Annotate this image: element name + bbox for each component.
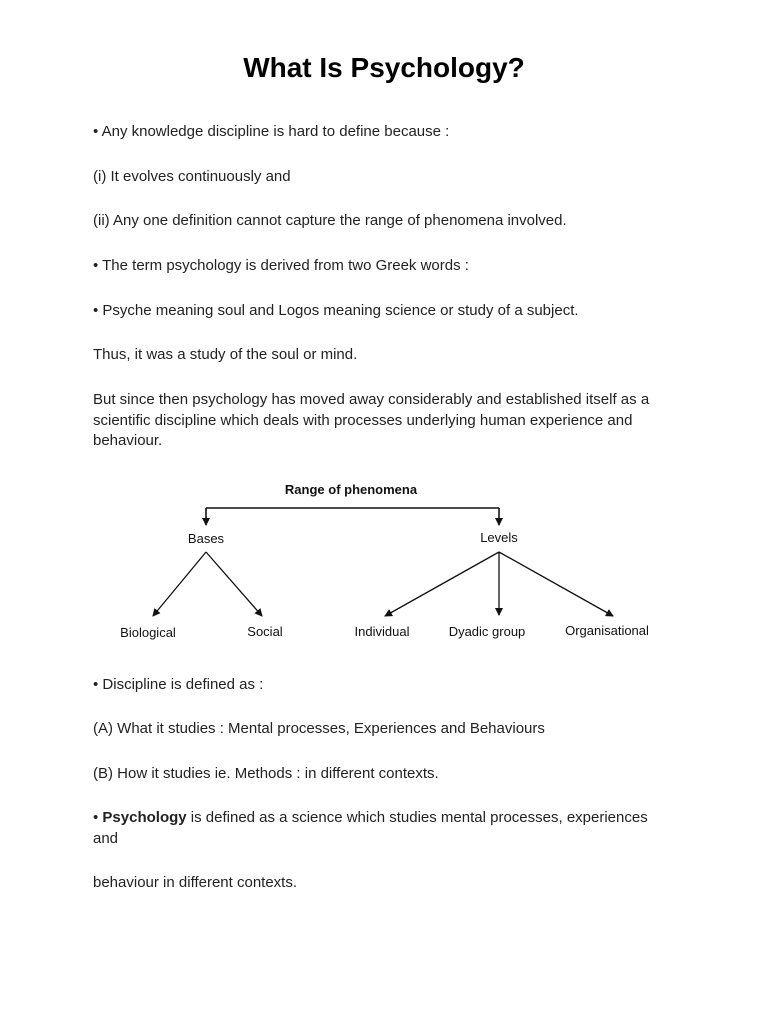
diagram-root-label: Range of phenomena bbox=[284, 482, 418, 497]
definition-text: is defined as a science which studies mental processes, experiences and bbox=[93, 809, 648, 847]
diagram-bases-label: Bases bbox=[187, 531, 225, 546]
paragraph-scientific-discipline: But since then psychology has moved away considerably and established itself as a scientific discipline which deals with processes underlying human experience and behaviour. bbox=[93, 391, 650, 449]
paragraph-psyche-logos: • Psyche meaning soul and Logos meaning science or study of a subject. bbox=[93, 302, 579, 319]
paragraph-psychology-definition bbox=[93, 808, 673, 849]
paragraph-definition-difficulty: • Any knowledge discipline is hard to define because : bbox=[93, 123, 450, 140]
paragraph-what-it-studies: (A) What it studies : Mental processes, Experiences and Behaviours bbox=[93, 720, 545, 737]
root-connector bbox=[206, 508, 499, 525]
diagram-organisational-label: Organisational bbox=[565, 623, 649, 638]
paragraph-reason-2: (ii) Any one definition cannot capture the range of phenomena involved. bbox=[93, 212, 567, 229]
diagram-dyadic-group-label: Dyadic group bbox=[448, 624, 526, 639]
paragraph-soul-mind: Thus, it was a study of the soul or mind. bbox=[93, 346, 358, 363]
paragraph-behaviour-contexts: behaviour in different contexts. bbox=[93, 874, 298, 891]
paragraph-how-it-studies: (B) How it studies ie. Methods : in different contexts. bbox=[93, 765, 439, 782]
psychology-term: Psychology bbox=[102, 809, 187, 826]
diagram-biological-label: Biological bbox=[120, 625, 176, 640]
diagram-levels-label: Levels bbox=[480, 530, 518, 545]
diagram-individual-label: Individual bbox=[354, 624, 410, 639]
bullet: • bbox=[93, 809, 103, 826]
range-of-phenomena-diagram bbox=[95, 470, 665, 650]
levels-arrows bbox=[385, 552, 613, 616]
paragraph-greek-words: • The term psychology is derived from two Greek words : bbox=[93, 257, 469, 274]
page-title: What Is Psychology? bbox=[243, 52, 525, 83]
bases-arrows bbox=[153, 552, 262, 616]
diagram-social-label: Social bbox=[247, 624, 283, 639]
paragraph-discipline-defined: • Discipline is defined as : bbox=[93, 676, 264, 693]
paragraph-reason-1: (i) It evolves continuously and bbox=[93, 168, 291, 185]
